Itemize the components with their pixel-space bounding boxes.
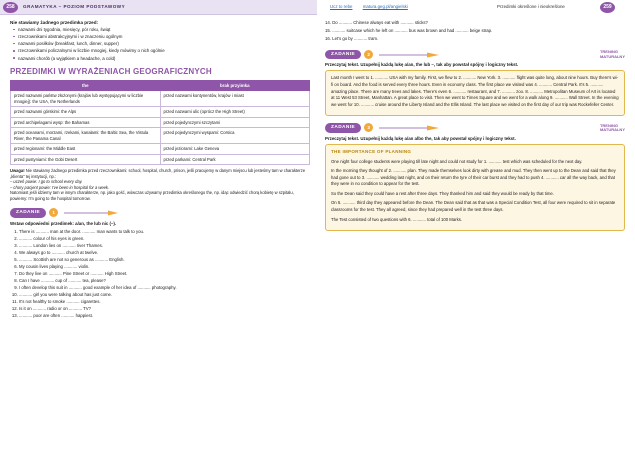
no-article-intro: Nie stawiamy żadnego przedimka przed: (10, 20, 99, 25)
table-cell: przed oceanami, morzami, rzekami, kanałami: the Baltic Sea, the Vistula River, the Panama Canal (11, 128, 161, 144)
item-number: 14. (325, 20, 331, 25)
right-column (325, 20, 625, 231)
exercise-3-paragraph: In the morning they thought of 2. ........... plan. They made themselves look dirty with grease and mud. They then went up to the Dean and said that they had gone out to 3. ........... wedding last night, and on their return the tyre of their car burst and they had to push 4. ........... car all the way back, and that they were in no condition to appear for the test. (331, 168, 616, 187)
note-example-2: – chory pacjent powie: I've been in hospital for a week. (10, 184, 110, 190)
table-cell: przed regionami: the Middle East (11, 144, 161, 154)
page-number-right: 259 (600, 2, 615, 13)
page-number-left: 258 (3, 2, 18, 13)
exercise-1-items (10, 229, 310, 320)
exercise-3-title: THE IMPORTANCE OF PLANNING (331, 148, 412, 154)
item-text: Do ........... Chinese always eat with ........... sticks? (332, 20, 428, 25)
list-item: nazwami chorób (a wyjątkiem a headache, a cold) (18, 56, 310, 62)
geography-articles-table (10, 80, 310, 165)
exercise-3-paragraph: On 5. ........... third day they appeared before the Dean. The Dean said that as that was a Special Condition Test, all four were required to sit in separate classrooms for the test. They all agreed, since they had prepared well in the test three days. (331, 200, 616, 213)
exercise-2-header (325, 50, 625, 59)
training-line-2: MATURALNY (599, 53, 625, 59)
note-label: Uwaga! (10, 168, 25, 174)
list-item[interactable]: 12. Is it on ........... radio or on ........... TV? (19, 306, 310, 312)
table-cell: przed jeziorami: Lake Geneva (160, 144, 310, 154)
list-item: rzeczownikami abstrakcyjnymi i w znaczeniu ogólnym (18, 34, 310, 40)
header-title-right: Przedimki określone i nieokreślone (497, 4, 565, 9)
exercise-3-header (325, 123, 625, 132)
training-line-2: MATURALNY (599, 126, 625, 132)
exercise-3-instruction: Przeczytaj tekst. Uzupełnij każdą lukę a/an albo the, tak aby powstał spójny i logiczny tekst. (325, 135, 516, 141)
list-item: rzeczownikami policzalnymi w liczbie mnogiej, kiedy mówimy o nich ogólnie (18, 48, 310, 54)
table-row (11, 128, 310, 144)
exercise-number: 2 (364, 50, 373, 59)
left-column (10, 20, 310, 320)
page-header (0, 0, 635, 14)
exercise-number: 1 (49, 208, 58, 217)
exercise-1-header (10, 208, 310, 217)
section-title-geography: PRZEDIMKI W WYRAŻENIACH GEOGRAFICZNYCH (10, 67, 212, 77)
item-text: Let's go by ........... tram. (332, 36, 379, 42)
pencil-icon (62, 209, 310, 217)
table-cell: przed parkami: Central Park (160, 154, 310, 164)
list-item[interactable] (325, 28, 625, 35)
table-cell: przed nazwami państw złożonymi (krajów lub występującymi w liczbie mnogiej): the USA, the Netherlands (11, 91, 161, 107)
table-cell: przed pustyniami: the Gobi Desert (11, 154, 161, 164)
exercise-3-paragraph: One night four college students were playing till late night and could not study for 1. ........... test which was scheduled for the next day. (331, 158, 583, 164)
list-item[interactable]: 5. ........... Scottish are not so generous as ........... English. (19, 257, 310, 263)
exercise-3-paragraph: So the Dean said they could have a rest after three days. They thanked him and said they would be ready by that time. (331, 190, 554, 196)
exercise-3-paragraph: The Test consisted of two questions with 6. ........... total of 100 Marks. (331, 216, 463, 222)
table-header-the: the (11, 81, 161, 91)
list-item: nazwami posiłków (breakfast, lunch, dinner, supper) (18, 41, 310, 47)
table-row (11, 107, 310, 117)
list-item[interactable]: 10. ........... girl you were talking about has just come. (19, 292, 310, 298)
note-text-2: Natomiast jeśli idziemy tam w innym charakterze, np. jako gość, wówczas używamy przedimka określonego the, np. idąc odwiedzić chorą kobietę w szpitalu, powiemy: I'm going to the hospital tomorrow. (10, 190, 294, 201)
table-cell: przed nazwami ulic (oprócz the High Street) (160, 107, 310, 117)
list-item[interactable]: 8. Can I have ........... cup of ........... tea, please? (19, 278, 310, 284)
list-item[interactable] (325, 36, 625, 43)
table-header-row (11, 81, 310, 91)
list-item[interactable]: 11. It's not healthy to smoke ........... cigarettes. (19, 299, 310, 305)
training-line-1: TRENING (599, 49, 618, 55)
exercise-1-instruction: Wstaw odpowiedni przedimek: a/an, the lub nic (–). (10, 220, 117, 226)
header-link-2[interactable]: matura.geg.pl/angielski (362, 4, 408, 9)
list-item[interactable]: 13. ........... poor are often ........... happiest. (19, 313, 310, 319)
header-title-left: GRAMATYKA – POZIOM PODSTAWOWY (23, 4, 126, 9)
pencil-icon (377, 51, 597, 59)
table-cell: przed pojedynczymi szczytami (160, 117, 310, 127)
table-cell: przed nazwami górskimi: the Alps (11, 107, 161, 117)
list-item[interactable]: 3. ........... London lies on ........... river Thames. (19, 243, 310, 249)
header-links[interactable] (330, 4, 417, 9)
list-item: nazwami dni tygodnia, miesięcy, pór roku, świąt (18, 27, 310, 33)
exercise-2-paragraph: Last month I went to 1. ........... USA with my family. First, we flew to 2. ........... New York. 3. ........... flight was quite long, about nine hours. Buy there's wi-fi on board. And the food is served every three hours. Even in economy class. The first place we visited was 4. ........... Central Park. It's 5. ........... amazing place. There are many trees and lakes. There's even 6. ........... restaurant, and 7. ........... zoo. 8. ........... Metropolitan Museum of Art is located at 11 West 53 Street, Manhattan. A great place to visit. Then we went to Times Square and we went for a walk along 9. ........... Wall Street. In the evening we went for 10. ........... cruise around the Liberty Island and the Ellis Island. The last place we visited on the first day of our trip was Rockefeller Center. (331, 75, 619, 107)
item-text: ........... suitcase which he left on ........... bus was brown and had ........... beige strap. (332, 28, 493, 34)
list-item[interactable]: 9. I often develop this suit in ........... good example of her idea of ........... photography. (19, 285, 310, 291)
training-badge (600, 124, 625, 133)
table-cell: przed pojedynczymi wyspami: Corsica (160, 128, 310, 144)
list-item[interactable]: 7. Do they live on ........... Pine Street or ........... High Street. (19, 271, 310, 277)
exercise-label: ZADANIE (10, 208, 46, 217)
item-number: 15. (325, 28, 331, 34)
table-cell: przed archipelagami wysp: the Bahamas (11, 117, 161, 127)
exercise-2-instruction: Przeczytaj tekst. Uzupełnij każdą lukę a/an, the lub –, tak aby powstał spójny i logiczny tekst. (325, 62, 519, 68)
exercise-label: ZADANIE (325, 123, 361, 132)
table-row (11, 91, 310, 107)
list-item[interactable]: 6. My cousin lives playing ........... violin. (19, 264, 310, 270)
exercise-number: 3 (364, 123, 373, 132)
training-line-1: TRENING (599, 122, 618, 128)
table-row (11, 117, 310, 127)
header-link-1[interactable]: Ucz to rebe (330, 4, 353, 9)
exercise-label: ZADANIE (325, 50, 361, 59)
no-article-list (10, 27, 310, 61)
list-item[interactable]: 1. There is ........... man at the door. ........... man wants to talk to you. (19, 229, 310, 235)
exercise-1-continued (325, 20, 625, 43)
exercise-3-text[interactable] (325, 144, 625, 232)
list-item[interactable] (325, 20, 625, 27)
item-number: 16. (325, 36, 331, 42)
note-example-1: – uczeń powie: I go to school every day. (10, 179, 83, 185)
note-block (10, 168, 310, 201)
list-item[interactable]: 2. ........... colour of his eyes is green. (19, 236, 310, 242)
table-header-none: brak przyimka (160, 81, 310, 91)
table-row (11, 154, 310, 164)
list-item[interactable]: 4. We always go to ........... church at twelve. (19, 250, 310, 256)
training-badge (600, 50, 625, 59)
exercise-2-text[interactable] (325, 70, 625, 116)
pencil-icon (377, 124, 597, 132)
note-text: Nie stawiamy żadnego przedimka przed rzeczownikami: school, hospital, church, prison, jeśli pracujemy w danym miejscu lub jesteśmy tam w charakterze „klienta" tej instytucji, np.: (10, 168, 306, 179)
table-cell: przed nazwami kontynentów, krajów i miast (160, 91, 310, 107)
table-row (11, 144, 310, 154)
